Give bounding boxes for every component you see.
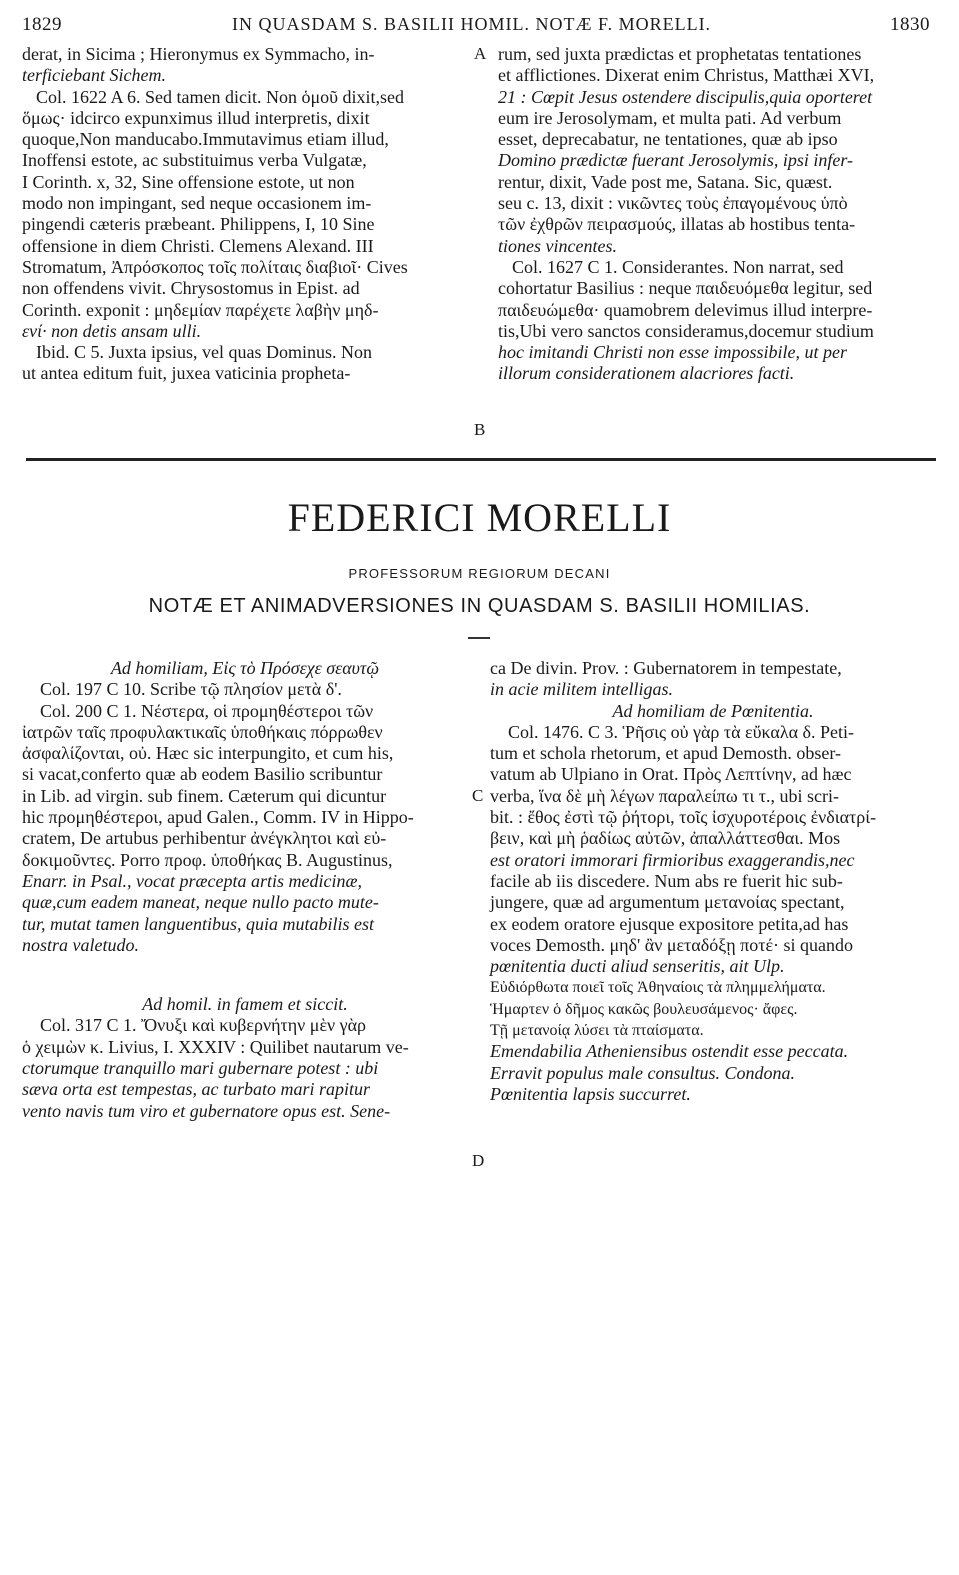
text-line: Col. 1622 A 6. Sed tamen dicit. Non ὁμοῦ dixit,sed xyxy=(36,86,405,107)
text-line: Col. 197 C 10. Scribe τῷ πλησίον μετὰ δ'. xyxy=(40,679,342,700)
text-line: terficiebant Sichem. xyxy=(22,65,166,86)
text-line: in Lib. ad virgin. sub finem. Cæterum qui dicuntur xyxy=(22,785,387,806)
text-line: facile ab iis discedere. Num abs re fuerit hic sub- xyxy=(490,870,843,891)
text-line: esset, deprecabatur, ne tentationes, quæ ab ipso xyxy=(498,129,838,150)
text-line: Emendabilia Atheniensibus ostendit esse peccata. xyxy=(490,1041,849,1062)
bottom-right-column xyxy=(490,658,936,1105)
text-line: rentur, dixit, Vade post me, Satana. Sic, quæst. xyxy=(498,171,833,192)
section-divider xyxy=(26,458,936,461)
text-line: illorum considerationem alacriores facti. xyxy=(498,363,795,384)
text-line: βειν, καὶ μὴ ῥαδίως αὐτῶν, ἀπαλλάττεσθαι. Mos xyxy=(490,828,841,849)
text-line: δοκιμοῦντες. Porro προφ. ὑποθήκας B. Augustinus, xyxy=(22,849,393,870)
text-line: voces Demosth. μηδ' ἂν μεταδόξῃ ποτέ· si quando xyxy=(490,934,853,955)
text-line: tum et schola rhetorum, et apud Demosth. obser- xyxy=(490,743,842,764)
homily-heading: Ad homil. in famem et siccit. xyxy=(142,994,348,1015)
text-line: ctorumque tranquillo mari gubernare potest : ubi xyxy=(22,1058,379,1079)
margin-marker-a: A xyxy=(474,44,487,63)
text-line: Col. 200 C 1. Νέστερα, οἱ προμηθέστεροι τῶν xyxy=(40,700,374,721)
top-left-column xyxy=(22,44,468,385)
text-line: Corinth. exponit : μηδεμίαν παρέχετε λαβὴν μηδ- xyxy=(22,299,379,320)
text-line: ca De divin. Prov. : Gubernatorem in tempestate, xyxy=(490,658,842,678)
text-line: Inoffensi estote, ac substituimus verba Vulgatæ, xyxy=(22,150,367,171)
text-line: ὁ χειμὼν κ. Livius, I. XXXIV : Quilibet nautarum ve- xyxy=(22,1036,409,1057)
text-line: tur, mutat tamen languentibus, quia mutabilis est xyxy=(22,913,375,934)
text-line: ἰατρῶν ταῖς προφυλακτικαῖς ὑποθήκαις πόρρωθεν xyxy=(22,721,383,742)
margin-marker-c: C xyxy=(472,786,484,805)
text-line: vatum ab Ulpiano in Orat. Πρὸς Λεπτίνην, ad hæc xyxy=(490,764,852,785)
text-line: hic προμηθέστεροι, apud Galen., Comm. IV in Hippo- xyxy=(22,807,414,828)
text-line: Erravit populus male consultus. Condona. xyxy=(490,1062,795,1083)
text-line: quæ,cum eadem maneat, neque nullo pacto mute- xyxy=(22,892,379,913)
text-line: pingendi cæteris præbeant. Philippens, I, 10 Sine xyxy=(22,214,375,235)
text-line: jungere, quæ ad argumentum μετανοίας spectant, xyxy=(490,892,845,913)
homily-heading: Ad homiliam de Pœnitentia. xyxy=(612,700,814,721)
text-line: est oratori immorari firmioribus exaggerandis,nec xyxy=(490,849,855,870)
text-line: eum ire Jerosolymam, et multa pati. Ad verbum xyxy=(498,107,842,128)
text-line: Εὐδιόρθωτα ποιεῖ τοῖς Ἀθηναίοις τὰ πλημμελήματα. xyxy=(490,979,826,997)
text-line: seu c. 13, dixit : νικῶντες τοὺς ἐπαγομένους ὑπὸ xyxy=(498,193,848,214)
text-line: cratem, De artubus perhibentur ἀνέγκλητοι καὶ εὐ- xyxy=(22,828,387,849)
page-number-left: 1829 xyxy=(22,14,62,35)
text-line: παιδευώμεθα· quamobrem delevimus illud interpre- xyxy=(498,299,873,320)
text-line: Τῇ μετανοίᾳ λύσει τὰ πταίσματα. xyxy=(490,1022,704,1040)
running-title: IN QUASDAM S. BASILII HOMIL. NOTÆ F. MORELLI. xyxy=(232,14,712,34)
text-line: modo non impingant, sed neque occasionem im- xyxy=(22,193,372,214)
text-line: cohortatur Basilius : neque παιδευόμεθα legitur, sed xyxy=(498,278,873,299)
text-line: Ἡμαρτεν ὁ δῆμος κακῶς βουλευσάμενος· ἄφες. xyxy=(490,1000,798,1018)
text-line: verba, ἵνα δὲ μὴ λέγων παραλείπω τι τ., ubi scri- xyxy=(490,785,840,806)
text-line: τῶν ἐχθρῶν πειρασμούς, illatas ab hostibus tenta- xyxy=(498,214,856,235)
text-line: Col. 1476. C 3. Ῥῆσις οὐ γὰρ τὰ εὔκαλα δ. Peti- xyxy=(508,721,854,742)
text-line: et afflictiones. Dixerat enim Christus, Matthæi XVI, xyxy=(498,65,875,86)
section-title: FEDERICI MORELLI xyxy=(287,495,672,540)
text-line: offensione in diem Christi. Clemens Alexand. III xyxy=(22,235,374,256)
text-line: pœnitentia ducti aliud senseritis, ait Ulp. xyxy=(490,956,785,977)
text-line: I Corinth. x, 32, Sine offensione estote, ut non xyxy=(22,171,355,192)
section-subtitle: PROFESSORUM REGIORUM DECANI xyxy=(348,566,611,581)
text-line: hoc imitandi Christi non esse impossibile, ut per xyxy=(498,342,847,363)
text-line: Ibid. C 5. Juxta ipsius, vel quas Dominus. Non xyxy=(36,342,372,363)
text-line: Domino prædictæ fuerant Jerosolymis, ipsi infer- xyxy=(498,150,853,171)
text-line: tiones vincentes. xyxy=(498,235,617,256)
text-line: sæva orta est tempestas, ac turbato mari rapitur xyxy=(22,1079,371,1100)
text-line: bit. : ἔθος ἐστὶ τῷ ῥήτορι, τοῖς ἰσχυροτέροις ἐνδιατρί- xyxy=(490,807,877,828)
text-line: ex eodem oratore ejusque expositore petita,ad has xyxy=(490,913,849,934)
text-line: ut antea editum fuit, juxea vaticinia propheta- xyxy=(22,363,351,384)
top-right-column xyxy=(498,44,936,385)
text-line: Enarr. in Psal., vocat præcepta artis medicinæ, xyxy=(22,870,362,891)
text-line: Stromatum, Ἀπρόσκοπος τοῖς πολίταις διαβιοῖ· Cives xyxy=(22,256,408,277)
text-line: in acie militem intelligas. xyxy=(490,679,673,700)
text-line: non offendens vivit. Chrysostomus in Epist. ad xyxy=(22,278,360,299)
page-number-right: 1830 xyxy=(890,14,930,35)
text-line: ἀσφαλίζονται, οὐ. Hæc sic interpungito, et cum his, xyxy=(22,743,394,764)
bottom-left-column xyxy=(22,658,468,1122)
homily-heading: Ad homiliam, Εἰς τὸ Πρόσεχε σεαυτῷ xyxy=(110,658,380,678)
text-line: 21 : Cœpit Jesus ostendere discipulis,quia oporteret xyxy=(498,86,873,107)
text-line: rum, sed juxta prædictas et prophetatas tentationes xyxy=(498,44,862,64)
text-line: derat, in Sicima ; Hieronymus ex Symmacho, in- xyxy=(22,44,375,64)
text-line: vento navis tum viro et gubernatore opus est. Sene- xyxy=(22,1100,391,1121)
text-line: ενί· non detis ansam ulli. xyxy=(22,320,202,341)
text-line: Col. 317 C 1. Ὄνυξι καὶ κυβερνήτην μὲν γὰρ xyxy=(40,1015,367,1036)
short-dash xyxy=(468,637,490,639)
text-line: Pœnitentia lapsis succurret. xyxy=(490,1083,691,1104)
text-line: Col. 1627 C 1. Considerantes. Non narrat, sed xyxy=(512,256,844,277)
text-line: si vacat,conferto quæ ab eodem Basilio scribuntur xyxy=(22,764,383,785)
text-line: nostra valetudo. xyxy=(22,934,139,955)
text-line: tis,Ubi vero sanctos consideramus,docemur studium xyxy=(498,320,874,341)
text-line: quoque,Non manducabo.Immutavimus etiam illud, xyxy=(22,129,389,150)
spacer xyxy=(22,956,468,994)
section-heading: NOTÆ ET ANIMADVERSIONES IN QUASDAM S. BASILII HOMILIAS. xyxy=(148,595,811,617)
text-line: ὅμως· idcirco expunximus illud interpretis, dixit xyxy=(22,107,370,128)
margin-marker-b: B xyxy=(474,420,486,439)
margin-marker-d: D xyxy=(472,1151,485,1170)
